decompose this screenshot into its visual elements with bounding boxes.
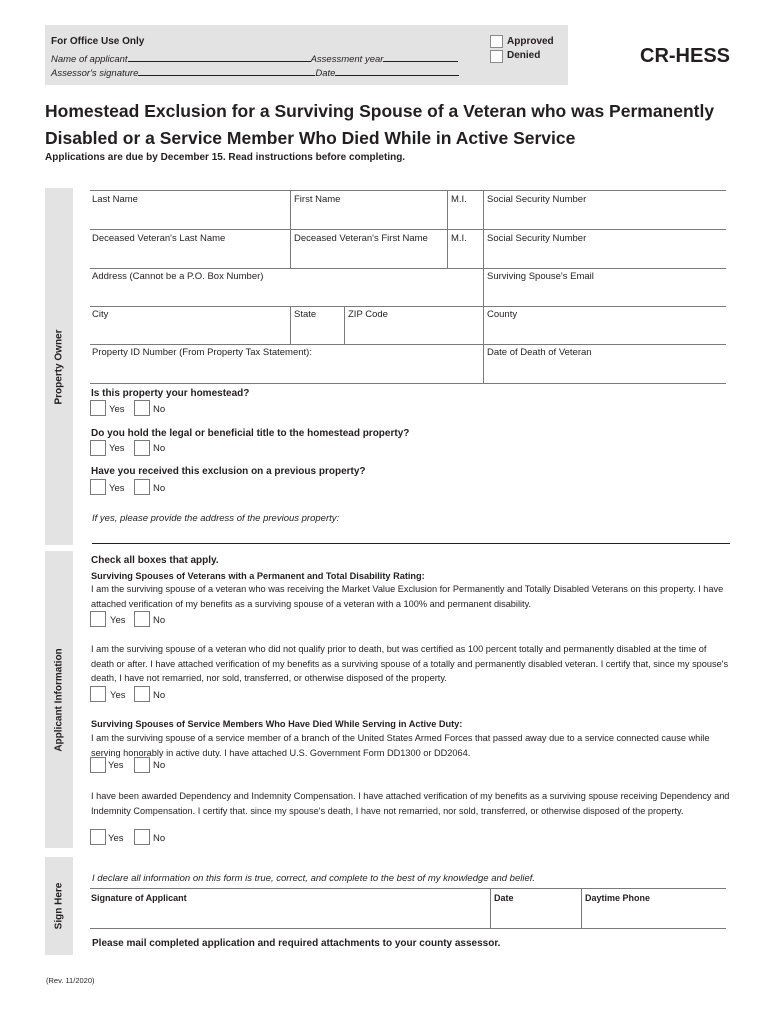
assessment-year-line[interactable] bbox=[383, 52, 458, 62]
signature-row-top bbox=[90, 888, 726, 889]
owner-row-divider bbox=[90, 306, 726, 307]
property-owner-tab-label: Property Owner bbox=[53, 328, 65, 405]
office-use-title: For Office Use Only bbox=[51, 36, 145, 47]
para3-yes-checkbox[interactable] bbox=[90, 757, 106, 773]
applicant-information-tab-label: Applicant Information bbox=[53, 647, 65, 752]
applicant-information-tab bbox=[45, 551, 73, 848]
veteran-spouse-heading: Surviving Spouses of Veterans with a Permanent and Total Disability Rating: bbox=[91, 571, 425, 581]
declaration-text: I declare all information on this form is true, correct, and complete to the best of my knowledge and belief. bbox=[92, 873, 536, 884]
office-date-label: Date bbox=[315, 68, 336, 79]
signature-col-divider bbox=[581, 888, 582, 928]
para2-yes-label: Yes bbox=[110, 690, 126, 701]
para4-no-label: No bbox=[153, 833, 166, 844]
sign-here-tab-label: Sign Here bbox=[53, 882, 65, 930]
county-field[interactable]: County bbox=[487, 309, 518, 320]
owner-row-divider bbox=[90, 268, 726, 269]
address-field[interactable]: Address (Cannot be a P.O. Box Number) bbox=[92, 271, 264, 282]
signature-row-bottom bbox=[90, 928, 726, 929]
previous-no-label: No bbox=[153, 483, 166, 494]
owner-col-divider bbox=[290, 306, 291, 344]
para1-yes-label: Yes bbox=[110, 615, 126, 626]
form-subtitle: Applications are due by December 15. Read instructions before completing. bbox=[45, 152, 406, 163]
applicant-name-line[interactable] bbox=[128, 52, 311, 62]
check-all-heading: Check all boxes that apply. bbox=[91, 555, 219, 566]
revision-date: (Rev. 11/2020) bbox=[46, 976, 95, 985]
para2-yes-checkbox[interactable] bbox=[90, 686, 106, 702]
property-owner-tab bbox=[45, 188, 73, 545]
previous-no-checkbox[interactable] bbox=[134, 479, 150, 495]
para2-no-checkbox[interactable] bbox=[134, 686, 150, 702]
denied-checkbox[interactable] bbox=[490, 50, 503, 63]
title-question: Do you hold the legal or beneficial title to the homestead property? bbox=[91, 428, 410, 439]
para1-no-label: No bbox=[153, 615, 166, 626]
title-no-label: No bbox=[153, 443, 166, 454]
owner-row-divider bbox=[90, 190, 726, 191]
para4-yes-checkbox[interactable] bbox=[90, 829, 106, 845]
deceased-last-name-field[interactable]: Deceased Veteran's Last Name bbox=[92, 233, 226, 244]
owner-col-divider bbox=[483, 190, 484, 383]
homestead-no-checkbox[interactable] bbox=[134, 400, 150, 416]
para4-yes-label: Yes bbox=[108, 833, 124, 844]
para1-yes-checkbox[interactable] bbox=[90, 611, 106, 627]
owner-row-divider bbox=[90, 229, 726, 230]
service-member-heading: Surviving Spouses of Service Members Who Have Died While Serving in Active Duty: bbox=[91, 719, 463, 729]
assessor-signature-label: Assessor's signature bbox=[51, 68, 139, 79]
para3-yes-label: Yes bbox=[108, 760, 124, 771]
state-field[interactable]: State bbox=[294, 309, 317, 320]
applicant-name-label: Name of applicant bbox=[51, 54, 128, 65]
office-use-box bbox=[45, 25, 568, 85]
middle-initial-field[interactable]: M.I. bbox=[451, 194, 467, 205]
homestead-question: Is this property your homestead? bbox=[91, 388, 250, 399]
owner-col-divider bbox=[447, 190, 448, 268]
daytime-phone-field[interactable]: Daytime Phone bbox=[585, 893, 651, 903]
form-title: Homestead Exclusion for a Surviving Spouse of a Veteran who was Permanently Disabled or a Service Member Who Died While in Active Service bbox=[45, 101, 715, 148]
para3-no-label: No bbox=[153, 760, 166, 771]
homestead-yes-label: Yes bbox=[109, 404, 125, 415]
deceased-ssn-field[interactable]: Social Security Number bbox=[487, 233, 587, 244]
denied-label: Denied bbox=[507, 50, 541, 61]
dependency-compensation-statement: I have been awarded Dependency and Indemnity Compensation. I have attached verification of my benefits as a surviving spouse receiving Dependency and Indemnity Compensation. I certify that. since my spouse's death, I have not remarried, nor sold, transferred, or otherwise disposed of the property. bbox=[91, 791, 730, 816]
mail-instructions: Please mail completed application and required attachments to your county assessor. bbox=[92, 938, 501, 949]
owner-col-divider bbox=[290, 190, 291, 268]
para3-no-checkbox[interactable] bbox=[134, 757, 150, 773]
email-field[interactable]: Surviving Spouse's Email bbox=[487, 271, 594, 282]
previous-yes-checkbox[interactable] bbox=[90, 479, 106, 495]
approved-checkbox[interactable] bbox=[490, 35, 503, 48]
title-yes-checkbox[interactable] bbox=[90, 440, 106, 456]
signature-col-divider bbox=[490, 888, 491, 928]
city-field[interactable]: City bbox=[92, 309, 109, 320]
para1-no-checkbox[interactable] bbox=[134, 611, 150, 627]
previous-exclusion-question: Have you received this exclusion on a previous property? bbox=[91, 466, 366, 477]
deceased-middle-initial-field[interactable]: M.I. bbox=[451, 233, 467, 244]
date-of-death-field[interactable]: Date of Death of Veteran bbox=[487, 347, 592, 358]
owner-row-divider bbox=[90, 383, 726, 384]
property-id-field[interactable]: Property ID Number (From Property Tax Statement): bbox=[92, 347, 312, 358]
homestead-no-label: No bbox=[153, 404, 166, 415]
owner-col-divider bbox=[344, 306, 345, 344]
applicant-signature-field[interactable]: Signature of Applicant bbox=[91, 893, 187, 903]
last-name-field[interactable]: Last Name bbox=[92, 194, 138, 205]
certified-after-death-statement: I am the surviving spouse of a veteran who did not qualify prior to death, but was certified as 100 percent totally and permanently disabled at the time of death or after. I have attached verification of my benefits as a surviving spouse of a totally and permanently disabled veteran. I certify that, since my spouse's death, I have not remarried, nor sold, transferred, or otherwise disposed of the property. bbox=[91, 644, 729, 683]
assessment-year-label: Assessment year bbox=[310, 54, 384, 65]
form-code: CR-HESS bbox=[640, 45, 731, 67]
permanent-disability-statement: I am the surviving spouse of a veteran who was receiving the Market Value Exclusion for Permanently and Totally Disabled Veterans on this property. I have attached verification of my benefits as a surviving spouse of a veteran with a 100% and permanent disability. bbox=[91, 584, 724, 609]
previous-address-prompt: If yes, please provide the address of the previous property: bbox=[92, 513, 340, 524]
assessor-signature-line[interactable] bbox=[138, 66, 315, 76]
zip-code-field[interactable]: ZIP Code bbox=[348, 309, 388, 320]
first-name-field[interactable]: First Name bbox=[294, 194, 341, 205]
deceased-first-name-field[interactable]: Deceased Veteran's First Name bbox=[294, 233, 428, 244]
homestead-yes-checkbox[interactable] bbox=[90, 400, 106, 416]
title-yes-label: Yes bbox=[109, 443, 125, 454]
para2-no-label: No bbox=[153, 690, 166, 701]
previous-yes-label: Yes bbox=[109, 483, 125, 494]
sign-here-tab bbox=[45, 857, 73, 955]
ssn-field[interactable]: Social Security Number bbox=[487, 194, 587, 205]
title-no-checkbox[interactable] bbox=[134, 440, 150, 456]
previous-address-line[interactable] bbox=[92, 543, 730, 544]
active-duty-statement: I am the surviving spouse of a service member of a branch of the United States Armed Forces that passed away due to a service connected cause while serving honorably in active duty. I have attached U.S. Government Form DD1300 or DD2064. bbox=[91, 733, 710, 758]
owner-row-divider bbox=[90, 344, 726, 345]
office-date-line[interactable] bbox=[335, 66, 459, 76]
approved-label: Approved bbox=[507, 36, 554, 47]
para4-no-checkbox[interactable] bbox=[134, 829, 150, 845]
signature-date-field[interactable]: Date bbox=[494, 893, 514, 903]
